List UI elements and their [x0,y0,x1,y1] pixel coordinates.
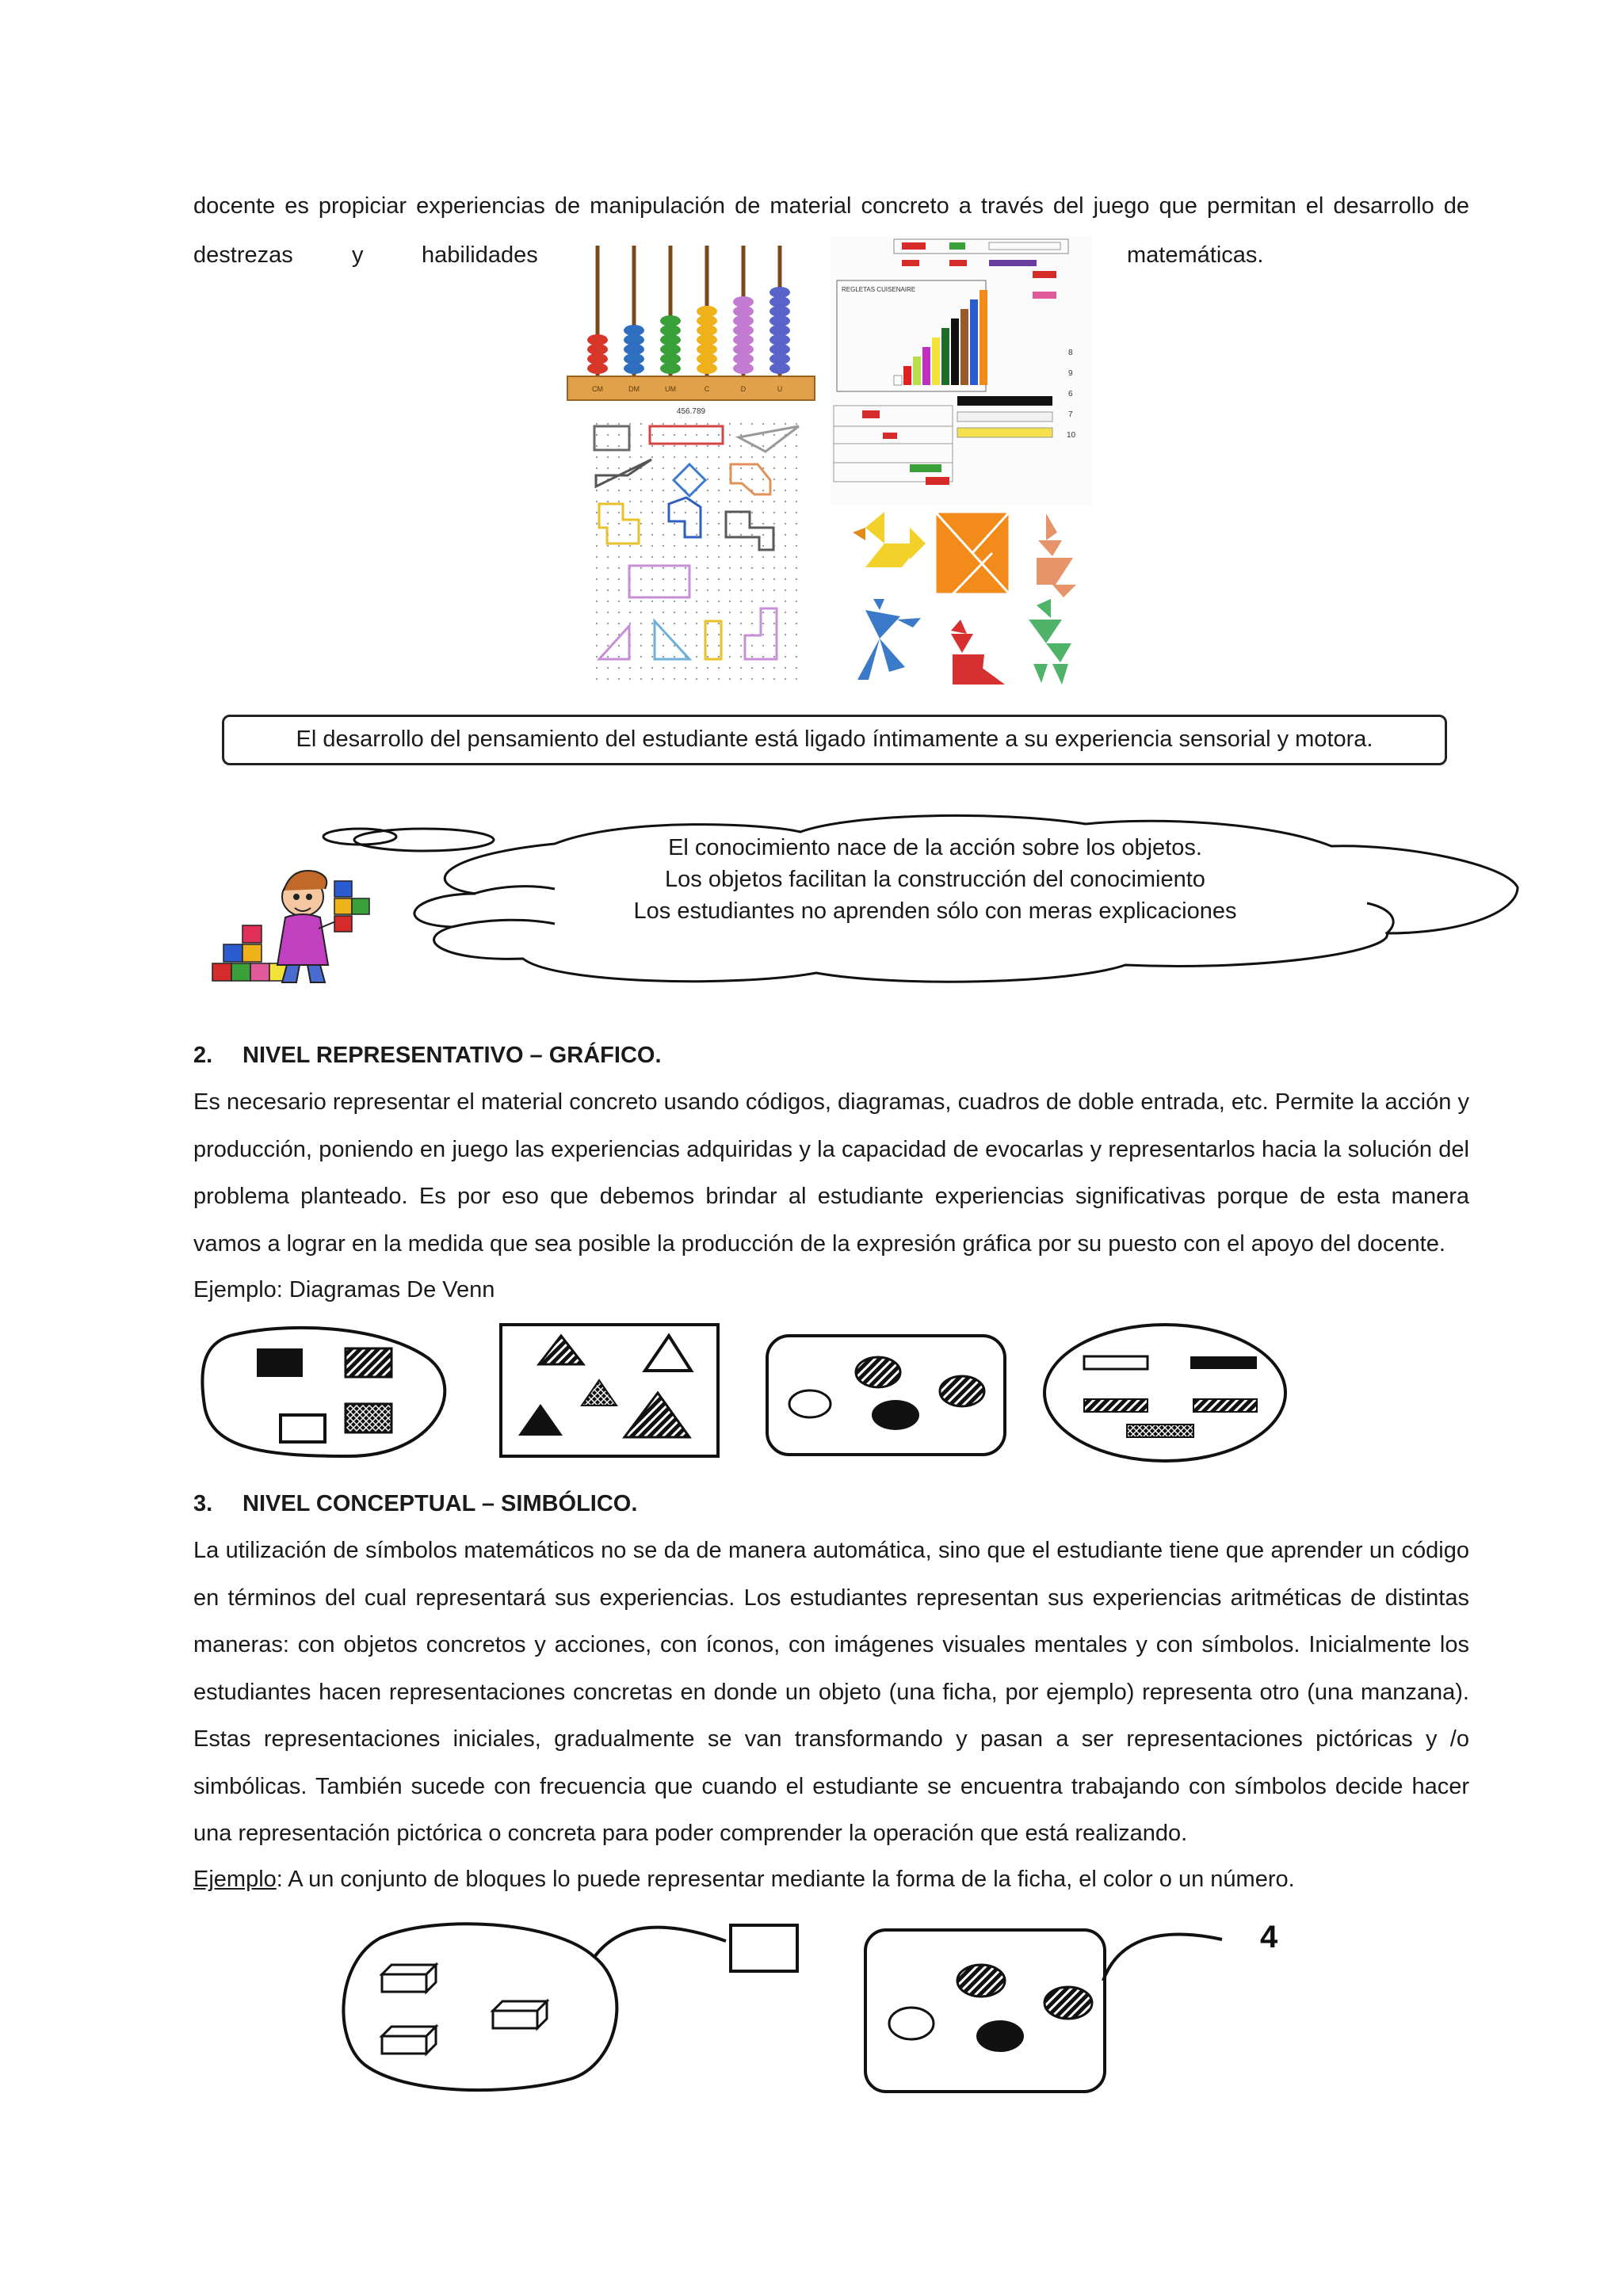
section-3-example-text: : A un conjunto de bloques lo puede representar mediante la forma de la ficha, el color o un número. [276,1867,1295,1892]
abacus-illustration [564,238,818,420]
tangram-runner [857,599,921,680]
symbol-number: 4 [1260,1920,1278,1955]
section-3-body: La utilización de símbolos matemáticos no se da de manera automática, sino que el estudiante tiene que aprender un código en términos del cual representará sus experiencias. Los estudiantes representan sus experiencias aritméticas de distintas maneras: con objetos concretos y acciones, con íconos, con imágenes visuales mentales y con símbolos. Inicialmente los estudiantes hacen representaciones concretas en donde un objeto (una ficha, por ejemplo) representa otro (una manzana). Estas representaciones iniciales, gradualmente se van transformando y pasan a ser representaciones pictóricas y /o simbólicas. También sucede con frecuencia que cuando el estudiante se encuentra trabajando con símbolos decide hacer una representación pictórica o concreta para poder comprender la operación que está realizando. [193,1538,1469,1846]
venn-set-circles [767,1336,1005,1455]
section-2-title: NIVEL REPRESENTATIVO – GRÁFICO. [242,1043,662,1068]
floor-blocks [212,925,288,981]
svg-text:DM: DM [628,385,640,393]
intro-word-y: y [352,242,364,268]
section-3-heading [193,1491,637,1517]
svg-text:6: 6 [1068,390,1073,399]
section-3-number: 3. [193,1491,213,1516]
blocks-set [343,1924,797,2090]
svg-text:CM: CM [592,385,603,393]
section-3-title: NIVEL CONCEPTUAL – SIMBÓLICO. [242,1491,638,1516]
svg-text:10: 10 [1067,431,1076,440]
statement-text: El desarrollo del pensamiento del estudiante está ligado íntimamente a su experiencia sensorial y motora. [296,727,1373,752]
section-3-example [193,1867,1295,1893]
svg-text:8: 8 [1068,349,1073,357]
svg-text:7: 7 [1068,410,1073,419]
venn-set-triangles [501,1317,718,1456]
section-3-example-label: Ejemplo [193,1867,277,1892]
geoboard-shapes-illustration [591,418,805,688]
section-2-heading [193,1043,662,1069]
section-2-example: Ejemplo: Diagramas De Venn [193,1277,495,1302]
intro-word-matematicas: matemáticas. [1127,242,1264,268]
section-2-body: Es necesario representar el material concreto usando códigos, diagramas, cuadros de doble entrada, etc. Permite la acción y producción, poniendo en juego las experiencias adquiridas y la capacidad de evocarlas y representarlos hacia la solución del problema planteado. Es por eso que debemos brindar al estudiante experiencias significativas porque de esta manera vamos a lograr en la medida que sea posible la producción de la expresión gráfica por su puesto con el apoyo del docente. [193,1089,1469,1257]
tangram-illustration [850,509,1087,696]
intro-line-1: docente es propiciar experiencias de manipulación de material concreto a través del juego que permitan el desarrollo de [193,193,1469,219]
tangram-cat [951,620,1005,685]
cloud-text [539,832,1331,927]
svg-text:9: 9 [1068,369,1073,378]
venn-set-bars [1044,1325,1285,1461]
tangram-duck [853,512,926,567]
svg-text:C: C [704,385,710,393]
venn-set-squares [202,1328,445,1456]
intro-word-destrezas: destrezas [193,242,293,268]
statement-box [222,715,1447,765]
tangram-square [935,512,1010,594]
cloud-line-1: El conocimiento nace de la acción sobre los objetos. [668,835,1202,860]
symbolic-representation-diagram [333,1909,1300,2096]
venn-diagrams [198,1317,1292,1463]
abacus-beads [587,287,790,374]
cloud-line-3: Los estudiantes no aprenden sólo con meras explicaciones [633,898,1237,924]
intro-word-habilidades: habilidades [422,242,538,268]
svg-text:U: U [777,385,783,393]
cloud-line-2: Los objetos facilitan la construcción del conocimiento [665,867,1205,892]
tangram-bird [1029,599,1071,685]
section-2-number: 2. [193,1043,213,1068]
cuisenaire-rods-illustration [831,236,1092,505]
cuisenaire-title: REGLETAS CUISENAIRE [842,286,916,293]
counters-set [865,1920,1278,2092]
cuisenaire-black-bars [957,396,1052,437]
symbol-square [731,1925,797,1971]
tangram-rabbit [1037,513,1076,597]
abacus-value: 456.789 [676,407,706,416]
svg-text:UM: UM [665,385,676,393]
svg-text:D: D [740,385,747,393]
